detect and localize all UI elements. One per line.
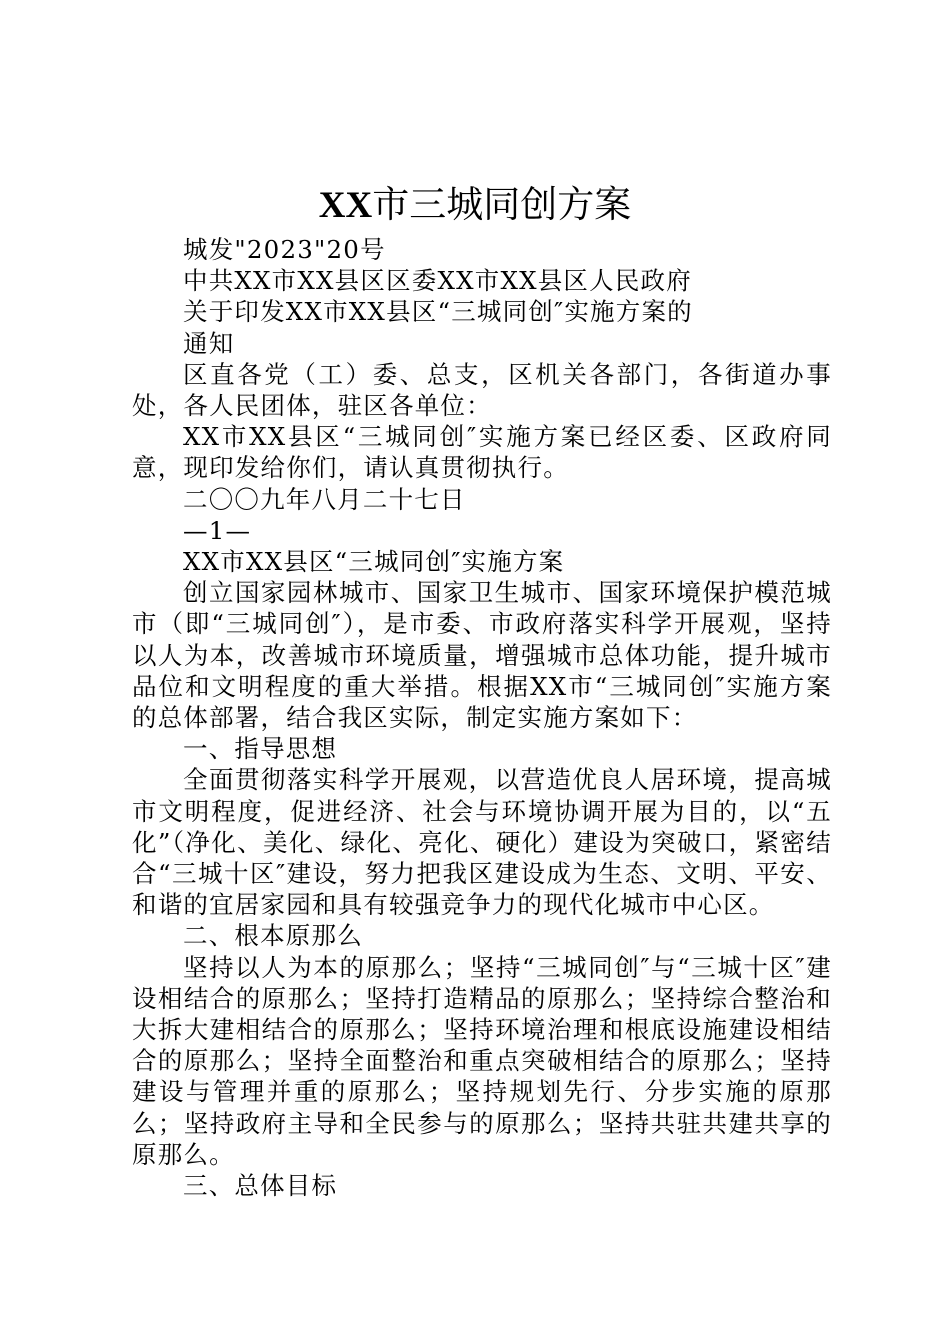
recipients: 区直各党（工）委、总支，区机关各部门，各街道办事处，各人民团体，驻区各单位： <box>132 359 832 421</box>
notice-label: 通知 <box>183 328 235 358</box>
intro-paragraph: 创立国家园林城市、国家卫生城市、国家环境保护模范城市（即“三城同创″），是市委、市政府落实科学开展观，坚持以人为本，改善城市环境质量，增强城市总体功能，提升城市品位和文明程度的重大举措。根据XX市“三城同创″实施方案的总体部署，结合我区实际，制定实施方案如下： <box>132 578 832 733</box>
section-heading-3: 三、总体目标 <box>183 1171 338 1201</box>
title-rest: 市三城同创方案 <box>372 183 632 226</box>
plan-title: XX市XX县区“三城同创″实施方案 <box>183 547 565 577</box>
doc-number: 城发"2023"20号 <box>183 235 386 264</box>
page-number: —1— <box>183 515 252 545</box>
section-heading-2: 二、根本原那么 <box>183 921 363 951</box>
issuing-authority: 中共XX市XX县区区委XX市XX县区人民政府 <box>183 266 692 296</box>
document-body <box>132 234 832 1201</box>
title-prefix: XX <box>318 185 373 226</box>
section-heading-1: 一、指导思想 <box>183 734 338 764</box>
document-title <box>0 180 950 231</box>
section-paragraph-2: 坚持以人为本的原那么；坚持“三城同创″与“三城十区″建设相结合的原那么；坚持打造精品的原那么；坚持综合整治和大拆大建相结合的原那么；坚持环境治理和根底设施建设相结合的原那么；坚持全面整治和重点突破相结合的原那么；坚持建设与管理并重的原那么；坚持规划先行、分步实施的原那么；坚持政府主导和全民参与的原那么；坚持共驻共建共享的原那么。 <box>132 952 832 1169</box>
notice-subject: 关于印发XX市XX县区“三城同创″实施方案的 <box>183 297 693 327</box>
notice-body: XX市XX县区“三城同创″实施方案已经区委、区政府同意，现印发给你们，请认真贯彻执行。 <box>132 422 832 483</box>
notice-date: 二〇〇九年八月二十七日 <box>183 484 466 514</box>
section-paragraph-1: 全面贯彻落实科学开展观，以营造优良人居环境，提高城市文明程度，促进经济、社会与环境协调开展为目的，以“五化”（净化、美化、绿化、亮化、硬化）建设为突破口，紧密结合“三城十区″建设，努力把我区建设成为生态、文明、平安、和谐的宜居家园和具有较强竞争力的现代化城市中心区。 <box>132 765 832 920</box>
